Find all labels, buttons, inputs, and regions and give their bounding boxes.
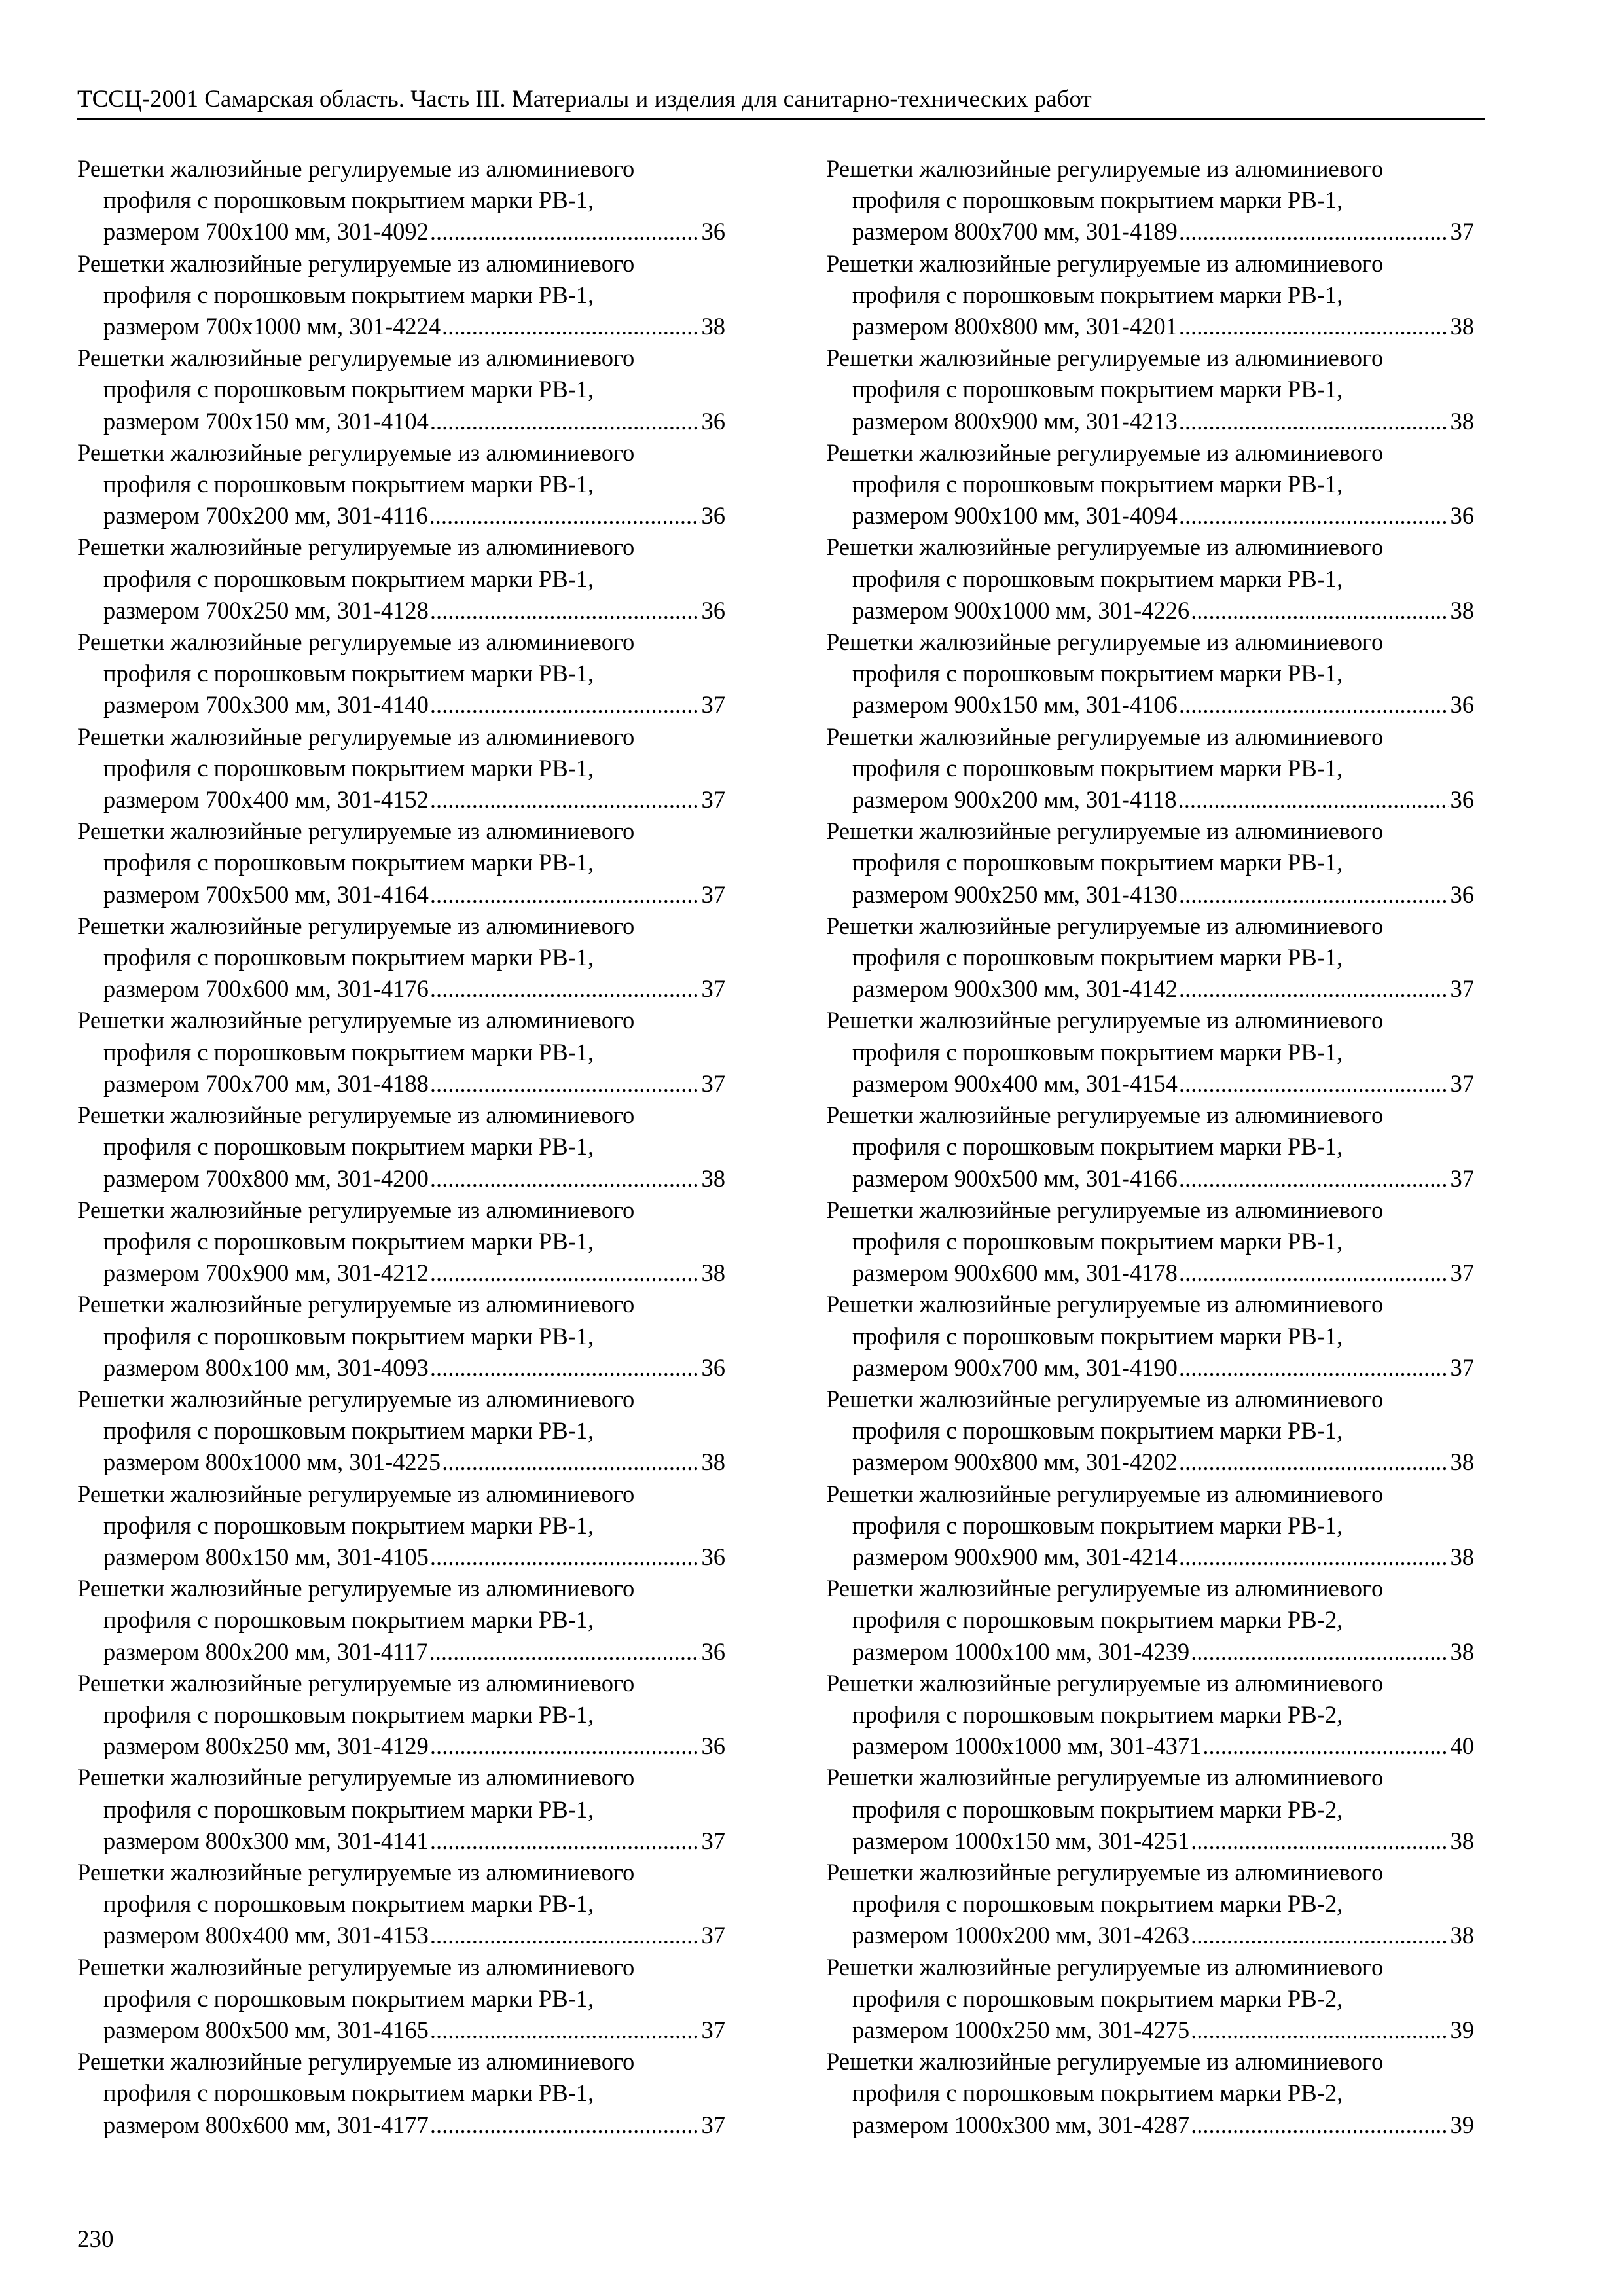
entry-line-3 <box>826 1636 1474 1668</box>
index-entry <box>77 1005 725 1100</box>
index-entry <box>77 248 725 343</box>
entry-line-2: профиля с порошковым покрытием марки РВ-1, <box>103 1984 594 2012</box>
entry-line-1: Решетки жалюзийные регулируемые из алюминиевого <box>826 817 1384 845</box>
entry-line-2: профиля с порошковым покрытием марки РВ-1, <box>103 660 594 687</box>
entry-size-code: размером 900x400 мм, 301-4154 <box>852 1069 1178 1097</box>
entry-page-ref: 38 <box>1450 1448 1474 1476</box>
entry-line-1: Решетки жалюзийные регулируемые из алюминиевого <box>77 1764 635 1791</box>
index-entry <box>826 816 1474 910</box>
entry-line-3 <box>77 1446 725 1478</box>
entry-line-1: Решетки жалюзийные регулируемые из алюминиевого <box>77 155 635 182</box>
entry-size-code: размером 700x250 мм, 301-4128 <box>103 596 429 624</box>
entry-page-ref: 37 <box>701 786 725 814</box>
dot-leader <box>430 406 700 437</box>
dot-leader <box>1191 1636 1449 1668</box>
entry-line-1: Решетки жалюзийные регулируемые из алюминиевого <box>77 344 635 372</box>
entry-line-2: профиля с порошковым покрытием марки РВ-1, <box>852 376 1343 403</box>
entry-page-ref: 37 <box>701 2016 725 2043</box>
entry-size-code: размером 900x100 мм, 301-4094 <box>852 502 1178 529</box>
entry-line-2: профиля с порошковым покрытием марки РВ-2, <box>852 2079 1343 2107</box>
entry-size-code: размером 1000x200 мм, 301-4263 <box>852 1922 1190 1949</box>
entry-line-2: профиля с порошковым покрытием марки РВ-2, <box>852 1984 1343 2012</box>
page-number: 230 <box>77 2226 114 2253</box>
entry-line-2: профиля с порошковым покрытием марки РВ-1, <box>103 376 594 403</box>
entry-size-code: размером 800x900 мм, 301-4213 <box>852 407 1178 435</box>
index-entry <box>826 1289 1474 1384</box>
entry-page-ref: 37 <box>1450 975 1474 1003</box>
index-entry <box>826 910 1474 1005</box>
entry-line-2: профиля с порошковым покрытием марки РВ-1, <box>852 849 1343 876</box>
entry-size-code: размером 1000x300 мм, 301-4287 <box>852 2111 1190 2138</box>
entry-line-3 <box>826 1163 1474 1194</box>
entry-line-3 <box>77 973 725 1005</box>
entry-line-1: Решетки жалюзийные регулируемые из алюминиевого <box>826 1669 1384 1696</box>
entry-line-1: Решетки жалюзийные регулируемые из алюминиевого <box>826 723 1384 750</box>
dot-leader <box>430 1920 700 1951</box>
index-entry <box>826 1762 1474 1857</box>
index-entry <box>77 1762 725 1857</box>
entry-line-3 <box>77 1825 725 1857</box>
entry-line-3 <box>826 216 1474 247</box>
entry-line-3 <box>77 1541 725 1573</box>
entry-page-ref: 36 <box>701 502 725 529</box>
entry-line-3 <box>826 1731 1474 1762</box>
dot-leader <box>1179 1068 1449 1100</box>
entry-size-code: размером 900x900 мм, 301-4214 <box>852 1543 1178 1570</box>
entry-page-ref: 40 <box>1450 1732 1474 1760</box>
index-entry <box>826 531 1474 626</box>
entry-size-code: размером 900x150 мм, 301-4106 <box>852 691 1178 719</box>
dot-leader <box>430 1352 700 1384</box>
entry-size-code: размером 1000x250 мм, 301-4275 <box>852 2016 1190 2043</box>
dot-leader <box>430 1257 700 1289</box>
entry-line-2: профиля с порошковым покрытием марки РВ-1, <box>103 471 594 498</box>
entry-line-1: Решетки жалюзийные регулируемые из алюминиевого <box>77 1575 635 1602</box>
entry-size-code: размером 700x800 мм, 301-4200 <box>103 1164 429 1192</box>
dot-leader <box>1191 1825 1449 1857</box>
index-entry <box>826 1384 1474 1479</box>
entry-size-code: размером 900x200 мм, 301-4118 <box>852 786 1177 814</box>
dot-leader <box>430 1163 700 1194</box>
entry-size-code: размером 700x700 мм, 301-4188 <box>103 1069 429 1097</box>
entry-size-code: размером 700x1000 мм, 301-4224 <box>103 313 441 340</box>
entry-size-code: размером 700x600 мм, 301-4176 <box>103 975 429 1003</box>
dot-leader <box>430 595 700 626</box>
entry-line-3 <box>77 2015 725 2046</box>
entry-page-ref: 37 <box>701 1922 725 1949</box>
entry-line-3 <box>826 406 1474 437</box>
entry-size-code: размером 700x100 мм, 301-4092 <box>103 218 429 245</box>
entry-page-ref: 36 <box>1450 880 1474 908</box>
entry-page-ref: 36 <box>701 1732 725 1760</box>
entry-line-3 <box>826 1352 1474 1384</box>
dot-leader <box>442 1446 700 1478</box>
entry-line-3 <box>826 973 1474 1005</box>
dot-leader <box>430 879 700 910</box>
entry-line-2: профиля с порошковым покрытием марки РВ-1, <box>103 1606 594 1634</box>
dot-leader <box>1179 1257 1449 1289</box>
dot-leader <box>430 1068 700 1100</box>
dot-leader <box>430 784 700 816</box>
entry-line-3 <box>77 1068 725 1100</box>
entry-line-3 <box>826 784 1474 816</box>
entry-line-3 <box>826 2015 1474 2046</box>
index-entry <box>77 1100 725 1194</box>
dot-leader <box>1179 1352 1449 1384</box>
entry-page-ref: 37 <box>701 2111 725 2138</box>
entry-line-1: Решетки жалюзийные регулируемые из алюминиевого <box>826 2048 1384 2075</box>
entry-line-2: профиля с порошковым покрытием марки РВ-1, <box>852 1322 1343 1350</box>
entry-page-ref: 37 <box>1450 1259 1474 1287</box>
entry-page-ref: 36 <box>701 1354 725 1381</box>
entry-line-3 <box>77 784 725 816</box>
entry-size-code: размером 900x800 мм, 301-4202 <box>852 1448 1178 1476</box>
index-entry <box>77 531 725 626</box>
index-entry <box>77 816 725 910</box>
entry-line-3 <box>77 1163 725 1194</box>
dot-leader <box>1202 1731 1449 1762</box>
index-entry <box>826 342 1474 437</box>
dot-leader <box>1179 1163 1449 1194</box>
entry-page-ref: 38 <box>701 1164 725 1192</box>
index-entry <box>826 2046 1474 2141</box>
entry-line-1: Решетки жалюзийные регулируемые из алюминиевого <box>77 1196 635 1223</box>
entry-line-2: профиля с порошковым покрытием марки РВ-1, <box>103 187 594 214</box>
entry-page-ref: 37 <box>701 691 725 719</box>
entry-size-code: размером 800x1000 мм, 301-4225 <box>103 1448 441 1476</box>
entry-line-1: Решетки жалюзийные регулируемые из алюминиевого <box>77 249 635 277</box>
entry-line-1: Решетки жалюзийные регулируемые из алюминиевого <box>77 1858 635 1886</box>
index-entry <box>77 1384 725 1479</box>
entry-size-code: размером 800x400 мм, 301-4153 <box>103 1922 429 1949</box>
entry-line-2: профиля с порошковым покрытием марки РВ-1, <box>852 1511 1343 1539</box>
entry-line-1: Решетки жалюзийные регулируемые из алюминиевого <box>826 1480 1384 1507</box>
entry-line-1: Решетки жалюзийные регулируемые из алюминиевого <box>77 1480 635 1507</box>
entry-line-2: профиля с порошковым покрытием марки РВ-1, <box>103 565 594 592</box>
dot-leader <box>1179 216 1449 247</box>
entry-line-1: Решетки жалюзийные регулируемые из алюминиевого <box>826 1102 1384 1129</box>
dot-leader <box>429 1636 700 1668</box>
entry-line-3 <box>77 689 725 721</box>
entry-line-2: профиля с порошковым покрытием марки РВ-1, <box>852 565 1343 592</box>
dot-leader <box>1191 2015 1449 2046</box>
entry-line-1: Решетки жалюзийные регулируемые из алюминиевого <box>77 1669 635 1696</box>
entry-page-ref: 36 <box>1450 786 1474 814</box>
dot-leader <box>1191 595 1449 626</box>
entry-page-ref: 39 <box>1450 2111 1474 2138</box>
entry-line-1: Решетки жалюзийные регулируемые из алюминиевого <box>826 1575 1384 1602</box>
entry-size-code: размером 900x700 мм, 301-4190 <box>852 1354 1178 1381</box>
entry-line-2: профиля с порошковым покрытием марки РВ-1, <box>103 944 594 971</box>
dot-leader <box>1178 784 1449 816</box>
entry-line-3 <box>77 311 725 342</box>
entry-page-ref: 38 <box>1450 1827 1474 1854</box>
entry-page-ref: 39 <box>1450 2016 1474 2043</box>
entry-page-ref: 37 <box>1450 1354 1474 1381</box>
dot-leader <box>430 1731 700 1762</box>
entry-line-1: Решетки жалюзийные регулируемые из алюминиевого <box>826 1953 1384 1981</box>
entry-size-code: размером 800x150 мм, 301-4105 <box>103 1543 429 1570</box>
entry-line-3 <box>77 2109 725 2141</box>
index-entry <box>826 1573 1474 1668</box>
entry-line-2: профиля с порошковым покрытием марки РВ-1, <box>103 1133 594 1160</box>
entry-size-code: размером 800x800 мм, 301-4201 <box>852 313 1178 340</box>
index-entry <box>826 1005 1474 1100</box>
index-entry <box>826 626 1474 721</box>
entry-page-ref: 37 <box>1450 1164 1474 1192</box>
entry-size-code: размером 700x900 мм, 301-4212 <box>103 1259 429 1287</box>
dot-leader <box>1179 311 1449 342</box>
index-entry <box>826 721 1474 816</box>
entry-line-1: Решетки жалюзийные регулируемые из алюминиевого <box>826 1007 1384 1034</box>
entry-line-1: Решетки жалюзийные регулируемые из алюминиевого <box>77 1385 635 1412</box>
dot-leader <box>1179 1541 1449 1573</box>
index-entry <box>826 1479 1474 1573</box>
dot-leader <box>430 689 700 721</box>
entry-size-code: размером 900x500 мм, 301-4166 <box>852 1164 1178 1192</box>
index-entry <box>77 1668 725 1763</box>
entry-line-2: профиля с порошковым покрытием марки РВ-1, <box>852 281 1343 308</box>
entry-page-ref: 38 <box>1450 1638 1474 1665</box>
entry-page-ref: 37 <box>701 880 725 908</box>
index-entry <box>826 1100 1474 1194</box>
entry-line-1: Решетки жалюзийные регулируемые из алюминиевого <box>77 1007 635 1034</box>
entry-line-1: Решетки жалюзийные регулируемые из алюминиевого <box>77 912 635 939</box>
entry-line-2: профиля с порошковым покрытием марки РВ-1, <box>103 1700 594 1728</box>
entry-line-3 <box>77 1920 725 1951</box>
entry-size-code: размером 700x200 мм, 301-4116 <box>103 502 428 529</box>
index-entry <box>77 721 725 816</box>
entry-line-3 <box>826 1446 1474 1478</box>
entry-line-3 <box>826 1920 1474 1951</box>
entry-line-2: профиля с порошковым покрытием марки РВ-1, <box>852 660 1343 687</box>
entry-page-ref: 36 <box>701 218 725 245</box>
index-entry <box>826 1194 1474 1289</box>
entry-line-3 <box>77 1257 725 1289</box>
entry-page-ref: 37 <box>701 975 725 1003</box>
dot-leader <box>1191 1920 1449 1951</box>
entry-page-ref: 38 <box>701 1448 725 1476</box>
entry-size-code: размером 900x1000 мм, 301-4226 <box>852 596 1190 624</box>
entry-size-code: размером 800x200 мм, 301-4117 <box>103 1638 428 1665</box>
index-entry <box>826 1668 1474 1763</box>
entry-line-2: профиля с порошковым покрытием марки РВ-1, <box>103 1795 594 1823</box>
entry-line-2: профиля с порошковым покрытием марки РВ-2, <box>852 1700 1343 1728</box>
entry-line-2: профиля с порошковым покрытием марки РВ-1, <box>103 754 594 781</box>
entry-line-1: Решетки жалюзийные регулируемые из алюминиевого <box>826 1385 1384 1412</box>
dot-leader <box>430 2015 700 2046</box>
index-entry <box>77 1479 725 1573</box>
dot-leader <box>442 311 700 342</box>
index-column-right <box>826 153 1474 2141</box>
entry-line-3 <box>77 500 725 531</box>
index-entry <box>77 1857 725 1952</box>
entry-page-ref: 36 <box>1450 691 1474 719</box>
entry-line-2: профиля с порошковым покрытием марки РВ-2, <box>852 1890 1343 1918</box>
entry-size-code: размером 1000x1000 мм, 301-4371 <box>852 1732 1202 1760</box>
index-entry <box>77 342 725 437</box>
dot-leader <box>430 2109 700 2141</box>
index-entry <box>77 626 725 721</box>
entry-size-code: размером 800x700 мм, 301-4189 <box>852 218 1178 245</box>
index-entry <box>77 910 725 1005</box>
entry-line-3 <box>77 1352 725 1384</box>
entry-line-2: профиля с порошковым покрытием марки РВ-1, <box>852 944 1343 971</box>
entry-line-3 <box>826 1068 1474 1100</box>
entry-line-1: Решетки жалюзийные регулируемые из алюминиевого <box>77 723 635 750</box>
entry-line-1: Решетки жалюзийные регулируемые из алюминиевого <box>826 344 1384 372</box>
entry-page-ref: 37 <box>1450 1069 1474 1097</box>
entry-line-3 <box>826 595 1474 626</box>
entry-line-2: профиля с порошковым покрытием марки РВ-1, <box>852 187 1343 214</box>
entry-line-2: профиля с порошковым покрытием марки РВ-1, <box>103 1322 594 1350</box>
entry-page-ref: 38 <box>1450 596 1474 624</box>
entry-line-3 <box>826 311 1474 342</box>
entry-size-code: размером 800x300 мм, 301-4141 <box>103 1827 429 1854</box>
entry-size-code: размером 1000x100 мм, 301-4239 <box>852 1638 1190 1665</box>
entry-line-1: Решетки жалюзийные регулируемые из алюминиевого <box>826 533 1384 561</box>
entry-size-code: размером 800x600 мм, 301-4177 <box>103 2111 429 2138</box>
index-entry <box>77 1952 725 2047</box>
dot-leader <box>429 500 700 531</box>
dot-leader <box>430 1541 700 1573</box>
entry-page-ref: 38 <box>1450 313 1474 340</box>
entry-line-1: Решетки жалюзийные регулируемые из алюминиевого <box>826 439 1384 466</box>
dot-leader <box>430 973 700 1005</box>
entry-page-ref: 37 <box>701 1827 725 1854</box>
entry-line-2: профиля с порошковым покрытием марки РВ-1, <box>852 754 1343 781</box>
entry-line-2: профиля с порошковым покрытием марки РВ-1, <box>103 2079 594 2107</box>
index-entry <box>826 1857 1474 1952</box>
dot-leader <box>1179 973 1449 1005</box>
entry-line-3 <box>77 879 725 910</box>
entry-size-code: размером 700x400 мм, 301-4152 <box>103 786 429 814</box>
entry-line-2: профиля с порошковым покрытием марки РВ-1, <box>103 1417 594 1444</box>
dot-leader <box>1179 500 1449 531</box>
entry-line-3 <box>77 595 725 626</box>
entry-line-1: Решетки жалюзийные регулируемые из алюминиевого <box>826 249 1384 277</box>
entry-line-1: Решетки жалюзийные регулируемые из алюминиевого <box>826 912 1384 939</box>
entry-page-ref: 37 <box>1450 218 1474 245</box>
entry-line-1: Решетки жалюзийные регулируемые из алюминиевого <box>77 533 635 561</box>
index-entry <box>826 437 1474 532</box>
entry-line-3 <box>826 1541 1474 1573</box>
entry-line-1: Решетки жалюзийные регулируемые из алюминиевого <box>826 1764 1384 1791</box>
entry-line-2: профиля с порошковым покрытием марки РВ-2, <box>852 1795 1343 1823</box>
entry-page-ref: 37 <box>701 1069 725 1097</box>
index-entry <box>77 1289 725 1384</box>
entry-line-3 <box>77 216 725 247</box>
index-entry <box>77 1194 725 1289</box>
entry-line-2: профиля с порошковым покрытием марки РВ-1, <box>852 1038 1343 1066</box>
entry-size-code: размером 1000x150 мм, 301-4251 <box>852 1827 1190 1854</box>
entry-size-code: размером 900x300 мм, 301-4142 <box>852 975 1178 1003</box>
entry-line-3 <box>77 1731 725 1762</box>
entry-size-code: размером 800x100 мм, 301-4093 <box>103 1354 429 1381</box>
entry-page-ref: 36 <box>1450 502 1474 529</box>
entry-line-1: Решетки жалюзийные регулируемые из алюминиевого <box>77 628 635 656</box>
entry-line-2: профиля с порошковым покрытием марки РВ-1, <box>103 1038 594 1066</box>
dot-leader <box>1179 1446 1449 1478</box>
entry-page-ref: 38 <box>1450 1543 1474 1570</box>
entry-line-2: профиля с порошковым покрытием марки РВ-1, <box>852 471 1343 498</box>
index-entry <box>77 2046 725 2141</box>
entry-page-ref: 38 <box>701 313 725 340</box>
entry-line-3 <box>77 1636 725 1668</box>
entry-line-1: Решетки жалюзийные регулируемые из алюминиевого <box>826 628 1384 656</box>
dot-leader <box>1191 2109 1449 2141</box>
index-entry <box>826 153 1474 248</box>
entry-line-3 <box>826 500 1474 531</box>
dot-leader <box>1179 879 1449 910</box>
entry-line-3 <box>826 879 1474 910</box>
entry-line-1: Решетки жалюзийные регулируемые из алюминиевого <box>826 1196 1384 1223</box>
entry-line-2: профиля с порошковым покрытием марки РВ-1, <box>852 1227 1343 1255</box>
running-header: ТССЦ-2001 Самарская область. Часть III. Материалы и изделия для санитарно-технических работ <box>77 84 1485 120</box>
entry-page-ref: 38 <box>1450 1922 1474 1949</box>
index-entry <box>77 437 725 532</box>
dot-leader <box>1179 689 1449 721</box>
entry-line-3 <box>77 406 725 437</box>
entry-size-code: размером 700x150 мм, 301-4104 <box>103 407 429 435</box>
entry-line-1: Решетки жалюзийные регулируемые из алюминиевого <box>77 1102 635 1129</box>
entry-line-3 <box>826 2109 1474 2141</box>
entry-line-1: Решетки жалюзийные регулируемые из алюминиевого <box>77 2048 635 2075</box>
entry-size-code: размером 800x250 мм, 301-4129 <box>103 1732 429 1760</box>
entry-size-code: размером 900x250 мм, 301-4130 <box>852 880 1178 908</box>
entry-line-1: Решетки жалюзийные регулируемые из алюминиевого <box>77 439 635 466</box>
index-entry <box>826 248 1474 343</box>
entry-line-2: профиля с порошковым покрытием марки РВ-1, <box>103 1890 594 1918</box>
entry-line-1: Решетки жалюзийные регулируемые из алюминиевого <box>826 1858 1384 1886</box>
dot-leader <box>430 216 700 247</box>
entry-page-ref: 36 <box>701 407 725 435</box>
entry-line-2: профиля с порошковым покрытием марки РВ-1, <box>103 281 594 308</box>
entry-line-1: Решетки жалюзийные регулируемые из алюминиевого <box>77 817 635 845</box>
dot-leader <box>430 1825 700 1857</box>
index-entry <box>77 1573 725 1668</box>
entry-line-3 <box>826 1257 1474 1289</box>
entry-page-ref: 36 <box>701 1543 725 1570</box>
entry-line-1: Решетки жалюзийные регулируемые из алюминиевого <box>826 155 1384 182</box>
entry-line-2: профиля с порошковым покрытием марки РВ-1, <box>103 1511 594 1539</box>
entry-page-ref: 38 <box>701 1259 725 1287</box>
entry-size-code: размером 900x600 мм, 301-4178 <box>852 1259 1178 1287</box>
entry-line-2: профиля с порошковым покрытием марки РВ-2, <box>852 1606 1343 1634</box>
index-entry <box>77 153 725 248</box>
index-column-left <box>77 153 725 2141</box>
entry-size-code: размером 800x500 мм, 301-4165 <box>103 2016 429 2043</box>
entry-size-code: размером 700x300 мм, 301-4140 <box>103 691 429 719</box>
entry-page-ref: 36 <box>701 1638 725 1665</box>
dot-leader <box>1179 406 1449 437</box>
entry-size-code: размером 700x500 мм, 301-4164 <box>103 880 429 908</box>
entry-line-3 <box>826 1825 1474 1857</box>
entry-line-2: профиля с порошковым покрытием марки РВ-1, <box>103 849 594 876</box>
entry-line-1: Решетки жалюзийные регулируемые из алюминиевого <box>77 1291 635 1318</box>
entry-line-1: Решетки жалюзийные регулируемые из алюминиевого <box>826 1291 1384 1318</box>
index-entry <box>826 1952 1474 2047</box>
entry-page-ref: 36 <box>701 596 725 624</box>
entry-page-ref: 38 <box>1450 407 1474 435</box>
entry-line-2: профиля с порошковым покрытием марки РВ-1, <box>852 1133 1343 1160</box>
entry-line-1: Решетки жалюзийные регулируемые из алюминиевого <box>77 1953 635 1981</box>
entry-line-3 <box>826 689 1474 721</box>
entry-line-2: профиля с порошковым покрытием марки РВ-1, <box>103 1227 594 1255</box>
entry-line-2: профиля с порошковым покрытием марки РВ-1, <box>852 1417 1343 1444</box>
